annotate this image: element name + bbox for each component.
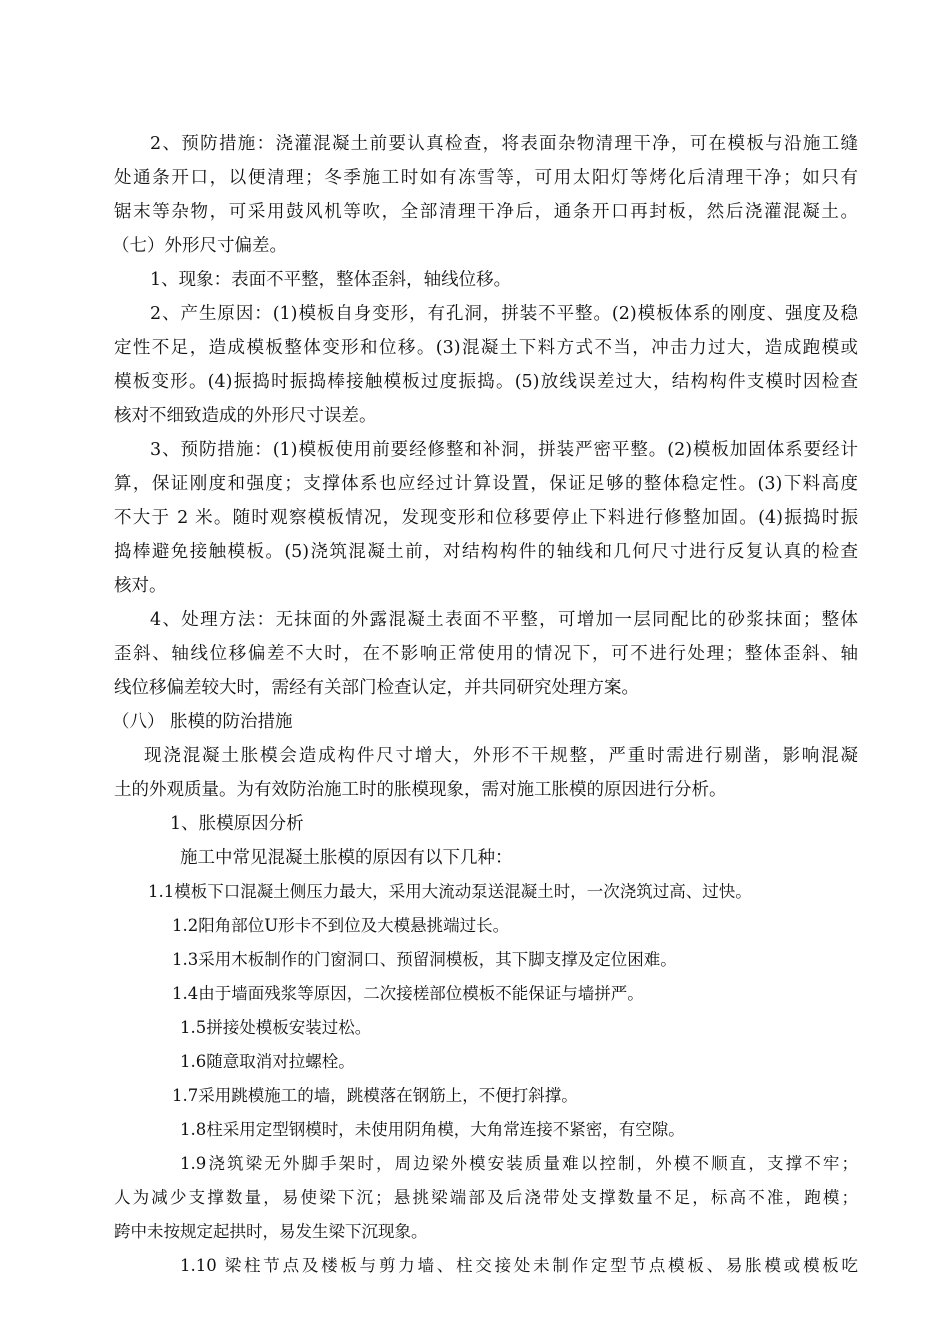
text-line: 捣棒避免接触模板。(5)浇筑混凝土前，对结构构件的轴线和几何尺寸进行反复认真的检查 — [114, 542, 858, 562]
text-line: 锯末等杂物，可采用鼓风机等吹，全部清理干净后，通条开口再封板，然后浇灌混凝土。 — [114, 202, 858, 222]
list-item: 1.5拼接处模板安装过松。 — [180, 1018, 372, 1037]
text-line: 定性不足，造成模板整体变形和位移。(3)混凝土下料方式不当，冲击力过大，造成跑模或 — [114, 338, 858, 358]
section-heading: （八） 胀模的防治措施 — [112, 712, 293, 732]
sub-heading: 1、胀模原因分析 — [170, 814, 304, 834]
text-line: 现浇混凝土胀模会造成构件尺寸增大，外形不干规整，严重时需进行剔凿，影响混凝 — [144, 746, 858, 766]
text-line: 人为减少支撑数量，易使梁下沉；悬挑梁端部及后浇带处支撑数量不足，标高不准，跑模； — [114, 1188, 858, 1207]
text-line: 核对不细致造成的外形尺寸误差。 — [114, 406, 377, 426]
section-heading: （七）外形尺寸偏差。 — [112, 236, 287, 256]
text-line: 不大于 2 米。随时观察模板情况，发现变形和位移要停止下料进行修整加固。(4)振捣时振 — [114, 508, 858, 528]
list-item: 1.1模板下口混凝土侧压力最大，采用大流动泵送混凝土时，一次浇筑过高、过快。 — [148, 882, 752, 901]
text-line: 模板变形。(4)振捣时振捣棒接触模板过度振捣。(5)放线误差过大，结构构件支模时因检查 — [114, 372, 858, 392]
text-line: 跨中未按规定起拱时，易发生梁下沉现象。 — [114, 1222, 428, 1241]
text-line: 2、产生原因：(1)模板自身变形，有孔洞，拼装不平整。(2)模板体系的刚度、强度及稳 — [150, 304, 858, 324]
list-item: 1.10 梁柱节点及楼板与剪力墙、柱交接处未制作定型节点模板、易胀模或模板吃 — [180, 1256, 858, 1275]
text-line: 歪斜、轴线位移偏差不大时，在不影响正常使用的情况下，可不进行处理；整体歪斜、轴 — [114, 644, 858, 664]
list-item: 1.6随意取消对拉螺栓。 — [180, 1052, 355, 1071]
list-item: 1.3采用木板制作的门窗洞口、预留洞模板，其下脚支撑及定位困难。 — [172, 950, 677, 969]
text-line: 2、预防措施：浇灌混凝土前要认真检查，将表面杂物清理干净，可在模板与沿施工缝 — [150, 134, 858, 154]
text-line: 算，保证刚度和强度；支撑体系也应经过计算设置，保证足够的整体稳定性。(3)下料高度 — [114, 474, 858, 494]
text-line: 处通条开口，以便清理；冬季施工时如有冻雪等，可用太阳灯等烤化后清理干净；如只有 — [114, 168, 858, 188]
text-line: 核对。 — [114, 576, 167, 596]
list-item: 1.4由于墙面残浆等原因，二次接槎部位模板不能保证与墙拼严。 — [172, 984, 644, 1003]
text-line: 线位移偏差较大时，需经有关部门检查认定，并共同研究处理方案。 — [114, 678, 639, 698]
list-item: 1.7采用跳模施工的墙，跳模落在钢筋上，不便打斜撑。 — [172, 1086, 578, 1105]
text-line: 3、预防措施：(1)模板使用前要经修整和补洞，拼装严密平整。(2)模板加固体系要经计 — [150, 440, 858, 460]
text-line: 土的外观质量。为有效防治施工时的胀模现象，需对施工胀模的原因进行分析。 — [114, 780, 727, 800]
list-item: 1.8柱采用定型钢模时，未使用阴角模，大角常连接不紧密，有空隙。 — [180, 1120, 685, 1139]
text-line: 1、现象：表面不平整，整体歪斜，轴线位移。 — [150, 270, 512, 290]
text-line: 4、处理方法：无抹面的外露混凝土表面不平整，可增加一层同配比的砂浆抹面；整体 — [150, 610, 858, 630]
text-line: 施工中常见混凝土胀模的原因有以下几种： — [180, 848, 513, 868]
list-item: 1.9浇筑梁无外脚手架时，周边梁外模安装质量难以控制，外模不顺直，支撑不牢； — [180, 1154, 858, 1173]
list-item: 1.2阳角部位U形卡不到位及大模悬挑端过长。 — [172, 916, 510, 935]
